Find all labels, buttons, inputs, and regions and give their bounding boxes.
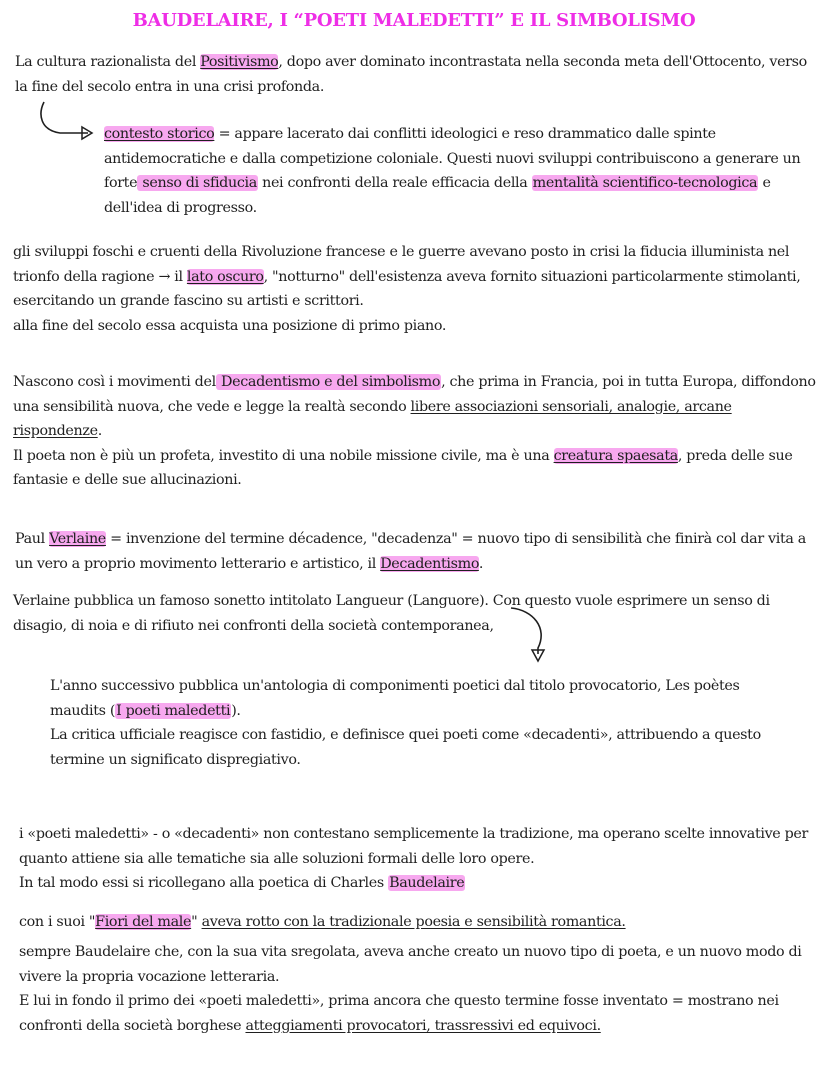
paragraph-langueur: Verlaine pubblica un famoso sonetto intitolato Langueur (Languore). Con questo vuole esprimere un senso di disagio, di noia e di rifiuto nei confronti della società contemporanea, (13, 593, 770, 634)
paragraph-positivismo: La cultura razionalista del Positivismo, dopo aver dominato incontrastata nella seconda meta dell'Ottocento, verso la fine del secolo entra in una crisi profonda. (15, 54, 807, 95)
highlight-fiori-del-male: Fiori del male (95, 914, 192, 930)
curved-arrow-icon (38, 100, 98, 145)
paragraph-baudelaire-poeta: sempre Baudelaire che, con la sua vita sregolata, aveva anche creato un nuovo tipo di poeta, e un nuovo modo di vivere la propria vocazione letteraria. E lui in fondo il primo dei «poeti maledetti», prima ancora che questo termine fosse inventato = mostrano nei confronti della società borghese atteggiamenti provocatori, trassressivi ed equivoci. (19, 944, 802, 1034)
page-title: BAUDELAIRE, I “POETI MALEDETTI” E IL SIMBOLISMO (132, 10, 696, 31)
paragraph-fiori-del-male: con i suoi "Fiori del male" aveva rotto con la tradizionale poesia e sensibilità romantica. (19, 914, 626, 930)
highlight-verlaine: Verlaine (49, 531, 106, 547)
highlight-senso-sfiducia: senso di sfiducia (138, 175, 257, 191)
paragraph-rivoluzione: gli sviluppi foschi e cruenti della Rivoluzione francese e le guerre avevano posto in crisi la fiducia illuminista nel trionfo della ragione → il lato oscuro, "notturno" dell'esistenza aveva fornito situazioni particolarmente stimolanti, esercitando un grande fascino su artisti e scrittori. alla fine del secolo essa acquista una posizione di primo piano. (13, 244, 801, 334)
highlight-baudelaire: Baudelaire (389, 875, 465, 891)
highlight-decadentismo-simbolismo: Decadentismo e del simbolismo (216, 374, 441, 390)
underline-atteggiamenti: atteggiamenti provocatori, trassressivi ed equivoci. (245, 1017, 601, 1034)
highlight-decadentismo: Decadentismo (380, 555, 479, 572)
curved-arrow-down-icon (508, 604, 558, 666)
highlight-lato-oscuro: lato oscuro (186, 268, 264, 285)
highlight-i-poeti-maledetti: I poeti maledetti (116, 702, 231, 719)
highlight-mentalita: mentalità scientifico-tecnologica (532, 175, 758, 191)
paragraph-decadenti: i «poeti maledetti» - o «decadenti» non contestano semplicemente la tradizione, ma operano scelte innovative per quanto attiene sia alle tematiche sia alle soluzioni formali delle loro opere. In tal modo essi si ricollegano alla poetica di Charles Baudelaire (19, 826, 809, 891)
paragraph-decadentismo: Nascono così i movimenti del Decadentismo e del simbolismo, che prima in Francia, poi in tutta Europa, diffondono una sensibilità nuova, che vede e legge la realtà secondo libere associazioni sensoriali, analogie, arcane rispondenze. Il poeta non è più un profeta, investito di una nobile missione civile, ma è una creatura spaesata, preda delle sue fantasie e delle sue allucinazioni. (13, 374, 816, 488)
paragraph-verlaine: Paul Verlaine = invenzione del termine décadence, "decadenza" = nuovo tipo di sensibilità che finirà col dar vita a un vero a proprio movimento letterario e artistico, il Decadentismo. (15, 531, 806, 572)
paragraph-contesto-storico: contesto storico = appare lacerato dai conflitti ideologici e reso drammatico dalle spinte antidemocratiche e dalla competizione coloniale. Questi nuovi sviluppi contribuiscono a generare un forte senso di sfiducia nei confronti della reale efficacia della mentalità scientifico-tecnologica e dell'idea di progresso. (104, 126, 801, 216)
underline-libere-associazioni: libere associazioni sensoriali, analogie, arcane rispondenze (13, 398, 732, 439)
highlight-creatura-spaesata: creatura spaesata (553, 447, 678, 464)
underline-aveva-rotto: aveva rotto con la tradizionale poesia e sensibilità romantica. (201, 914, 626, 930)
highlight-contesto-storico: contesto storico (104, 126, 215, 142)
highlight-positivismo: Positivismo (200, 54, 279, 70)
paragraph-poeti-maledetti: L'anno successivo pubblica un'antologia di componimenti poetici dal titolo provocatorio, Les poètes maudits (I poeti maledetti). La critica ufficiale reagisce con fastidio, e definisce quei poeti come «decadenti», attribuendo a questo termine un significato dispregiativo. (50, 678, 761, 768)
